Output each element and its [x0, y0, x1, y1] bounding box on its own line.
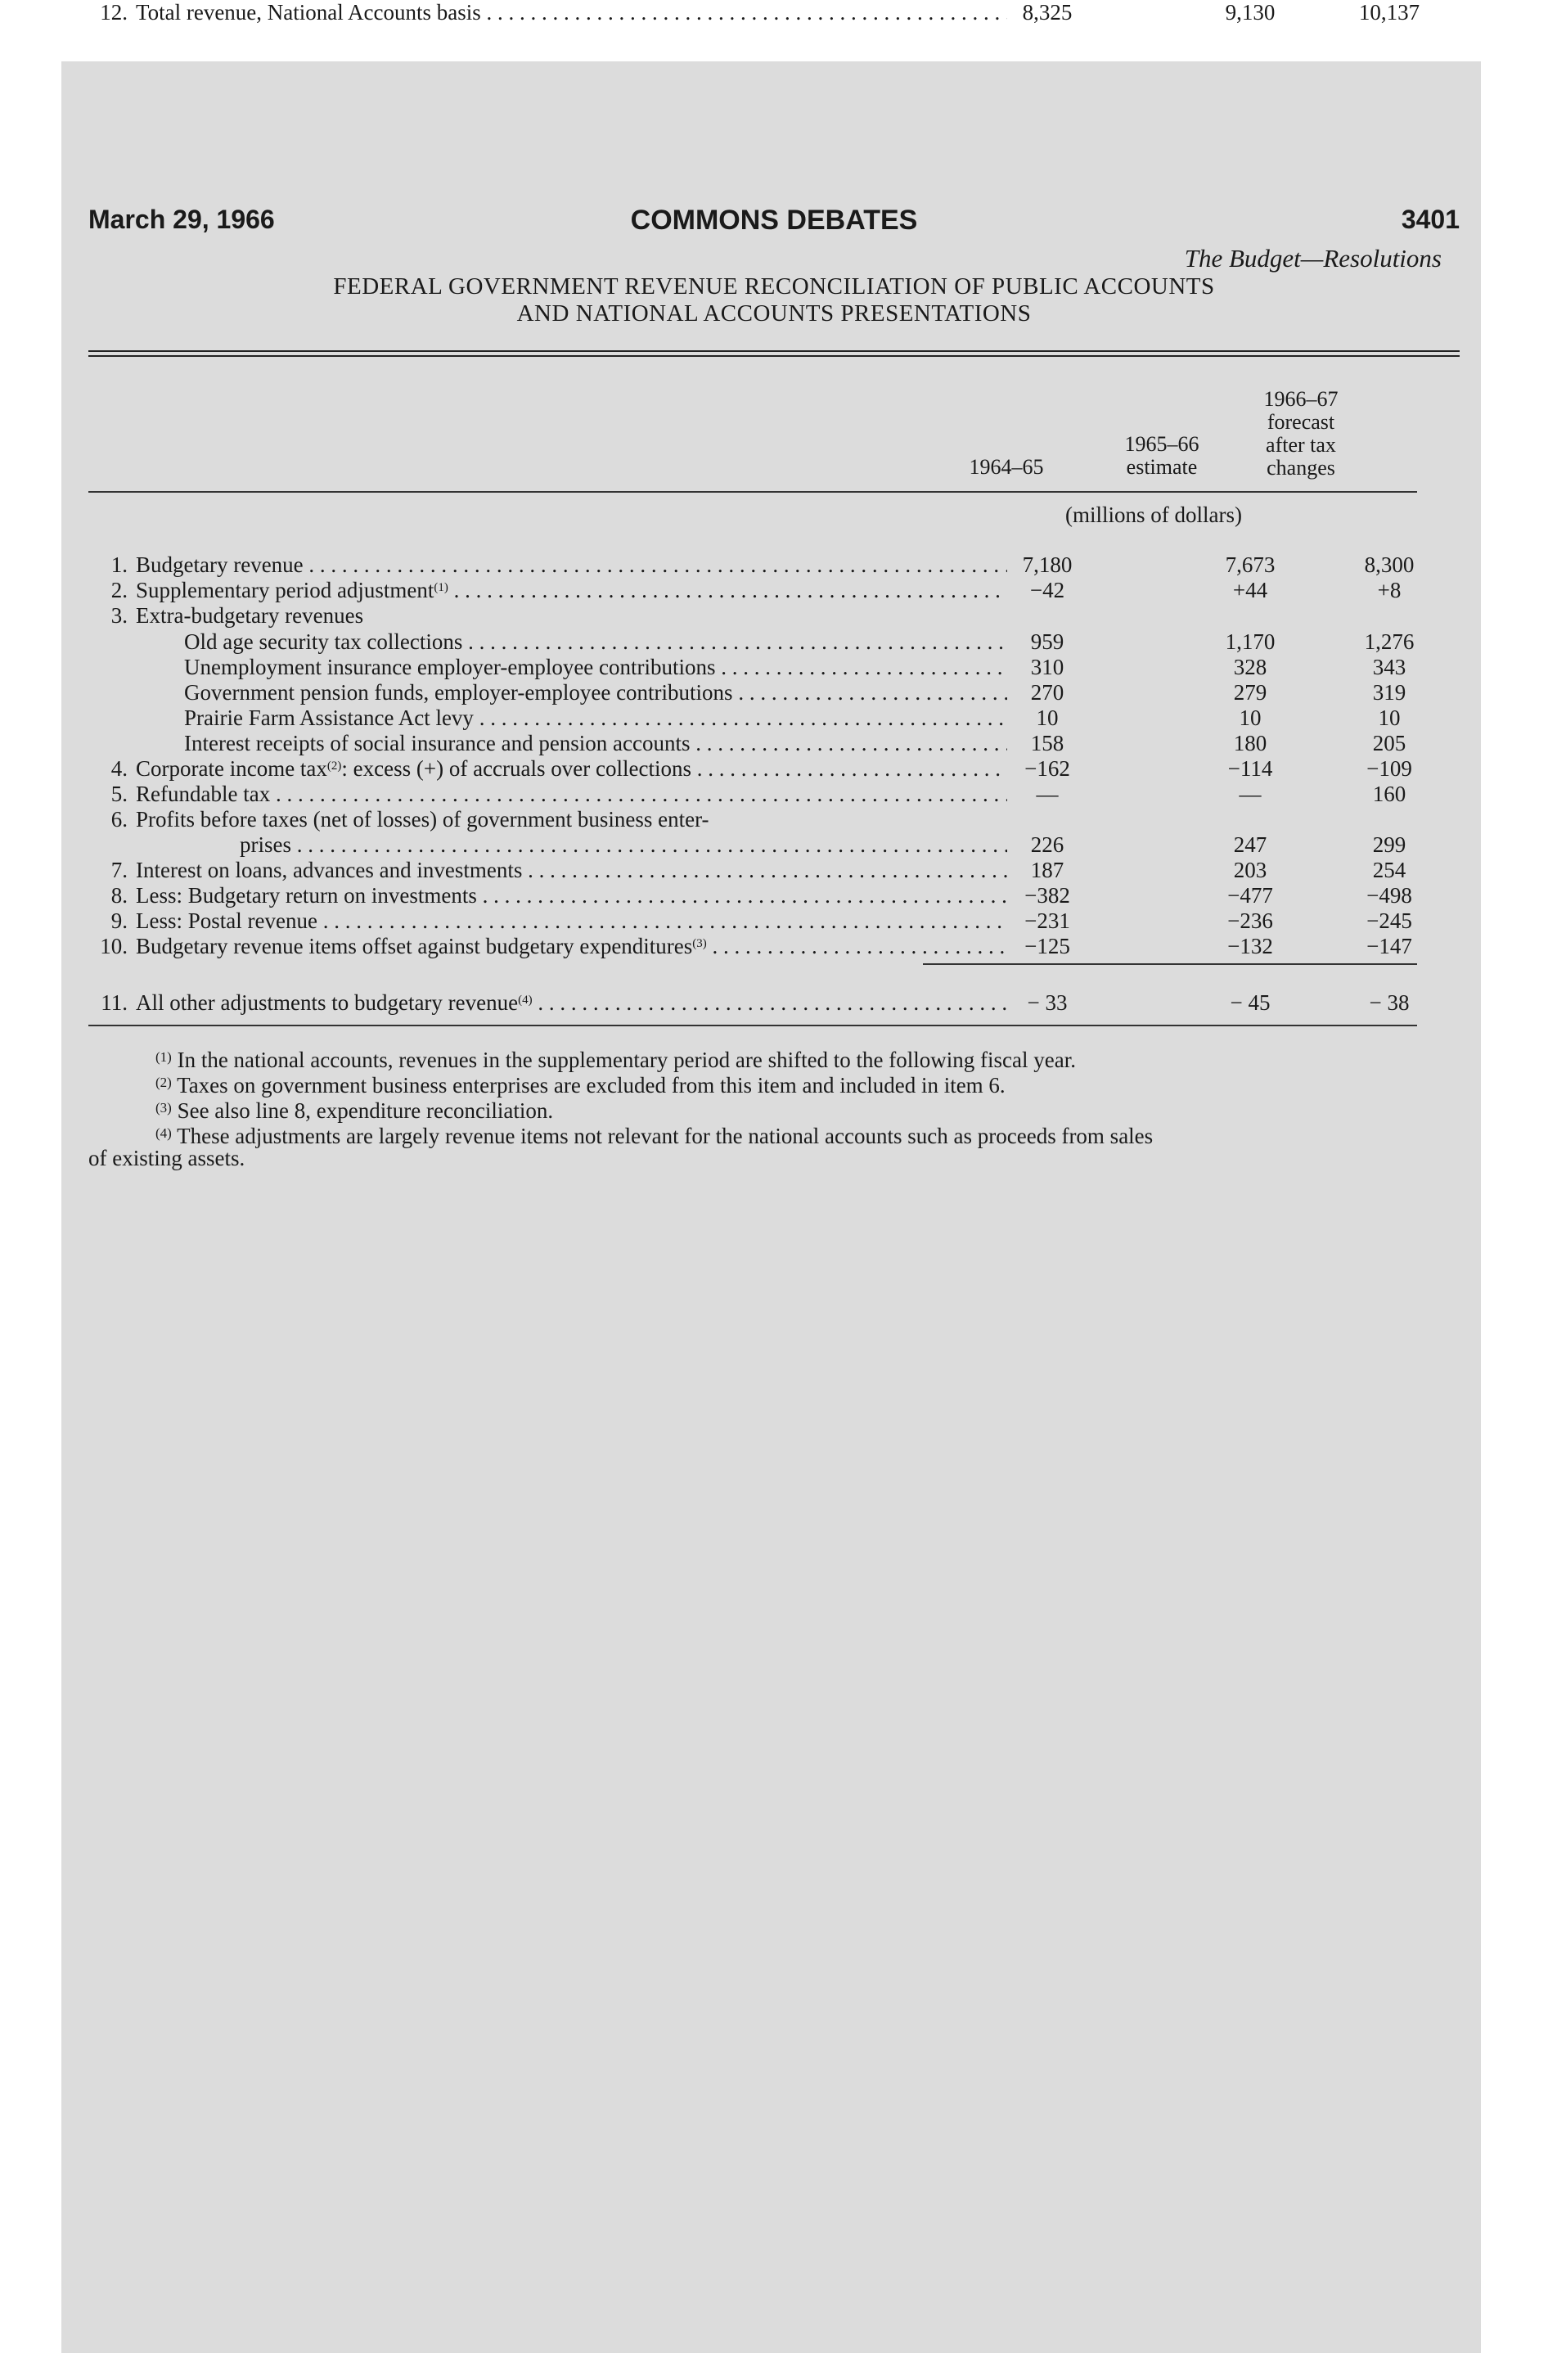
- value-1964-65: —: [1036, 782, 1059, 806]
- units-label: (millions of dollars): [1065, 503, 1242, 527]
- row-label-text: Prairie Farm Assistance Act levy: [184, 705, 474, 730]
- footnote-3: [88, 1095, 1414, 1124]
- row-label-text-rest: : excess (+) of accruals over collections: [341, 756, 691, 781]
- table-top-rule-double: [88, 355, 1460, 357]
- total-rule: [923, 963, 1417, 965]
- row-label: [136, 578, 1007, 602]
- table-row: [88, 883, 1414, 908]
- value-1966-67: 205: [1372, 731, 1406, 755]
- value-1964-65: 270: [1030, 680, 1064, 705]
- value-1964-65: − 33: [1027, 990, 1068, 1015]
- table-row: [88, 832, 1414, 857]
- footnote-1: [88, 1044, 1414, 1073]
- row-label-text: Government pension funds, employer-employee contributions: [184, 680, 733, 705]
- value-1965-66: 180: [1233, 731, 1267, 755]
- value-1966-67: 10: [1378, 705, 1401, 730]
- table-title-line-1: FEDERAL GOVERNMENT REVENUE RECONCILIATION OF PUBLIC ACCOUNTS: [333, 273, 1215, 300]
- value-1965-66: 10: [1239, 705, 1262, 730]
- table-row: [88, 807, 1414, 832]
- footnote-2-text: Taxes on government business enterprises are excluded from this item and included in item 6.: [177, 1073, 1006, 1098]
- row-label: [240, 832, 1007, 857]
- value-1964-65: 10: [1036, 705, 1059, 730]
- value-1965-66: 247: [1233, 832, 1267, 857]
- value-1964-65: −125: [1024, 934, 1070, 958]
- footnote-4-text-line-2: of existing assets.: [88, 1146, 245, 1170]
- table-row: [88, 655, 1414, 679]
- table-row: [88, 756, 1414, 781]
- value-1966-67: 1,276: [1364, 629, 1415, 654]
- table-row: [88, 0, 1420, 25]
- running-header: [88, 205, 1460, 241]
- value-1964-65: −42: [1029, 578, 1065, 602]
- value-1966-67: 160: [1372, 782, 1406, 806]
- value-1966-67: +8: [1377, 578, 1402, 602]
- footnote-reference: (4): [518, 994, 533, 1007]
- table-top-rule: [88, 350, 1460, 352]
- page-number: 3401: [1401, 205, 1460, 234]
- value-1966-67: −498: [1366, 883, 1412, 908]
- value-1965-66: —: [1239, 782, 1262, 806]
- table-bottom-rule: [88, 1025, 1417, 1026]
- row-label-text: Old age security tax collections: [184, 629, 463, 654]
- footnote-2: [88, 1070, 1414, 1098]
- row-label-text: Budgetary revenue items offset against budgetary expenditures: [136, 934, 693, 958]
- table-row: [88, 731, 1414, 755]
- table-row: [88, 680, 1414, 705]
- row-label-text: Corporate income tax: [136, 756, 327, 781]
- value-1966-67: 319: [1372, 680, 1406, 705]
- row-label: [136, 858, 1007, 882]
- row-label-text: prises: [240, 832, 291, 857]
- row-label: [136, 990, 1007, 1015]
- row-label: [136, 552, 1007, 577]
- table-row: [88, 603, 1414, 628]
- value-1964-65: −382: [1024, 883, 1070, 908]
- value-1965-66: 1,170: [1225, 629, 1276, 654]
- column-header-1965-66-line-1: 1965–66: [1124, 432, 1199, 456]
- table-row: [88, 782, 1414, 806]
- section-heading: The Budget—Resolutions: [1184, 244, 1442, 273]
- column-header-1964-65: 1964–65: [969, 455, 1044, 479]
- value-1964-65: −162: [1024, 756, 1070, 781]
- column-header-1966-67-line-3: after tax: [1266, 433, 1336, 457]
- header-rule: [88, 491, 1417, 493]
- row-label: [136, 603, 1007, 628]
- value-1964-65: 310: [1030, 655, 1064, 679]
- table-title-line-2: AND NATIONAL ACCOUNTS PRESENTATIONS: [516, 300, 1032, 327]
- value-1966-67: −147: [1366, 934, 1412, 958]
- table-title: [82, 273, 1466, 327]
- row-label: [184, 629, 1007, 654]
- row-number: 1.: [110, 552, 128, 577]
- column-header-1966-67: [1235, 388, 1366, 480]
- row-number: 12.: [100, 0, 128, 25]
- footnote-4-text-line-1: These adjustments are largely revenue items not relevant for the national accounts such as proceeds from sales: [177, 1124, 1154, 1148]
- value-1966-67: 299: [1372, 832, 1406, 857]
- value-1965-66: 203: [1233, 858, 1267, 882]
- footnote-reference: (2): [326, 760, 342, 773]
- row-number: 11.: [101, 990, 128, 1015]
- value-1965-66: 7,673: [1225, 552, 1276, 577]
- value-1966-67: 10,137: [1358, 0, 1420, 25]
- value-1964-65: −231: [1024, 908, 1070, 933]
- value-1964-65: 226: [1030, 832, 1064, 857]
- footnote-2-mark: (2): [155, 1075, 172, 1090]
- value-1966-67: − 38: [1369, 990, 1410, 1015]
- value-1965-66: −236: [1227, 908, 1273, 933]
- row-label: [136, 934, 1007, 958]
- row-number: 8.: [110, 883, 128, 908]
- row-number: 4.: [110, 756, 128, 781]
- publication-title: COMMONS DEBATES: [630, 205, 918, 236]
- value-1966-67: 254: [1372, 858, 1406, 882]
- row-label: [136, 756, 1007, 781]
- table-row: [88, 858, 1414, 882]
- value-1965-66: −132: [1227, 934, 1273, 958]
- footnote-4-continued: [88, 1146, 1414, 1171]
- value-1964-65: 158: [1030, 731, 1064, 755]
- value-1965-66: − 45: [1230, 990, 1271, 1015]
- row-label: [184, 655, 1007, 679]
- row-label: [184, 680, 1007, 705]
- row-label-text: Supplementary period adjustment: [136, 578, 434, 602]
- value-1964-65: 187: [1030, 858, 1064, 882]
- row-label-text: Refundable tax: [136, 782, 271, 806]
- row-label: [136, 0, 1007, 25]
- value-1964-65: 8,325: [1022, 0, 1073, 25]
- column-header-1966-67-line-1: 1966–67: [1263, 387, 1339, 411]
- footnote-1-text: In the national accounts, revenues in the supplementary period are shifted to the following fiscal year.: [177, 1048, 1076, 1072]
- value-1964-65: 7,180: [1022, 552, 1073, 577]
- row-number: 7.: [110, 858, 128, 882]
- row-number: 2.: [110, 578, 128, 602]
- value-1966-67: 343: [1372, 655, 1406, 679]
- table-row: [88, 578, 1414, 602]
- table-row: [88, 705, 1414, 730]
- footnote-3-text: See also line 8, expenditure reconciliation.: [177, 1098, 554, 1123]
- value-1966-67: −109: [1366, 756, 1412, 781]
- footnote-4: [88, 1120, 1414, 1149]
- footnote-reference: (3): [692, 937, 707, 950]
- value-1965-66: 328: [1233, 655, 1267, 679]
- column-header-1965-66-line-2: estimate: [1126, 455, 1198, 479]
- row-number: 9.: [110, 908, 128, 933]
- row-label-text: Less: Postal revenue: [136, 908, 317, 933]
- row-number: 6.: [110, 807, 128, 832]
- row-number: 10.: [100, 934, 128, 958]
- table-row: [88, 629, 1414, 654]
- value-1966-67: 8,300: [1364, 552, 1415, 577]
- value-1965-66: 9,130: [1225, 0, 1276, 25]
- row-label: [136, 807, 1007, 832]
- footnote-4-mark: (4): [155, 1125, 172, 1141]
- value-1965-66: 279: [1233, 680, 1267, 705]
- footnote-1-mark: (1): [155, 1049, 172, 1065]
- row-label: [136, 908, 1007, 933]
- column-header-1966-67-line-2: forecast: [1267, 410, 1335, 434]
- row-label-text: Budgetary revenue: [136, 552, 304, 577]
- row-label-text: Interest receipts of social insurance and pension accounts: [184, 731, 691, 755]
- table-row: [88, 934, 1414, 958]
- row-label: [136, 782, 1007, 806]
- column-header-1965-66: [1096, 433, 1227, 479]
- row-label-text: Unemployment insurance employer-employee contributions: [184, 655, 716, 679]
- value-1966-67: −245: [1366, 908, 1412, 933]
- footnote-reference: (1): [434, 581, 448, 594]
- table-row: [88, 908, 1414, 933]
- row-label-text: Less: Budgetary return on investments: [136, 883, 477, 908]
- column-header-1966-67-line-4: changes: [1267, 456, 1335, 480]
- table-row: [88, 552, 1414, 577]
- table-row: [88, 990, 1414, 1015]
- row-label-text: Extra-budgetary revenues: [136, 603, 364, 628]
- header-date: March 29, 1966: [88, 205, 275, 234]
- row-label: [136, 883, 1007, 908]
- row-label: [184, 705, 1007, 730]
- value-1965-66: −477: [1227, 883, 1273, 908]
- footnote-3-mark: (3): [155, 1100, 172, 1116]
- row-number: 3.: [110, 603, 128, 628]
- value-1965-66: −114: [1227, 756, 1273, 781]
- value-1965-66: +44: [1232, 578, 1268, 602]
- row-label-text: All other adjustments to budgetary revenue: [136, 990, 519, 1015]
- row-label-text: Total revenue, National Accounts basis: [136, 0, 481, 25]
- row-number: 5.: [110, 782, 128, 806]
- row-label-text: Interest on loans, advances and investments: [136, 858, 523, 882]
- row-label: [184, 731, 1007, 755]
- value-1964-65: 959: [1030, 629, 1064, 654]
- row-label-text: Profits before taxes (net of losses) of government business enter-: [136, 807, 709, 832]
